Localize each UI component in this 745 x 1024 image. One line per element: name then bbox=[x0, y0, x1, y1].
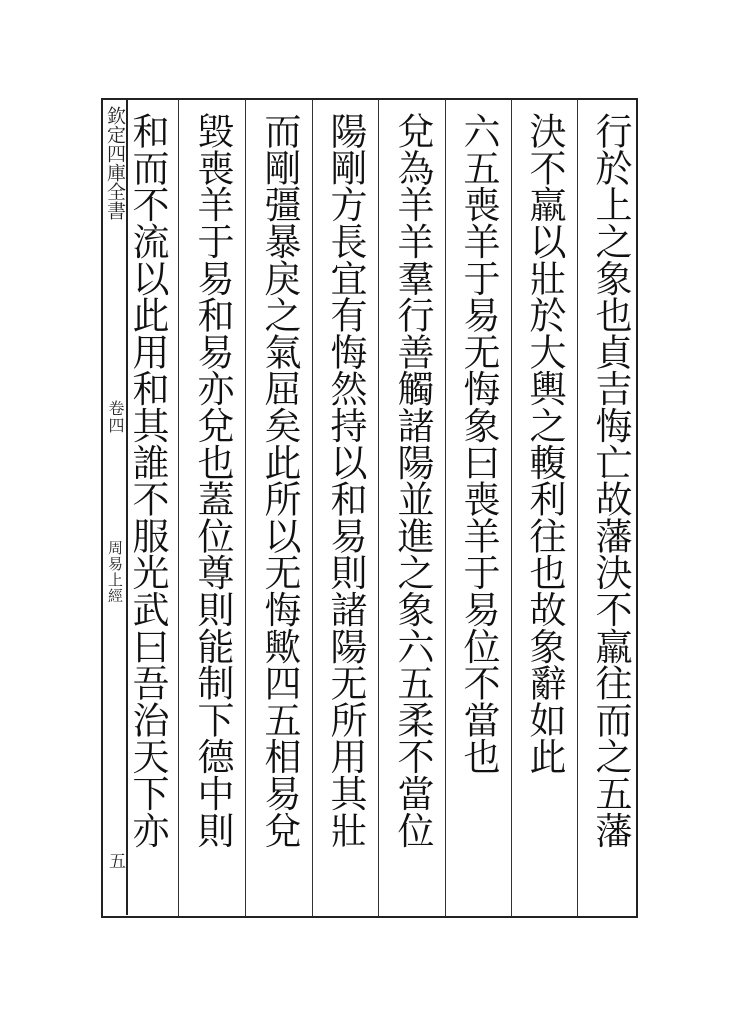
column-rule bbox=[378, 100, 379, 916]
text-column-1: 行於上之象也貞吉悔亡故藩決不羸往而之五藩 bbox=[589, 112, 632, 849]
book-title: 欽定四庫全書 bbox=[104, 106, 126, 220]
text-column-6: 而剛彊暴戾之氣屈矣此所以无悔歟四五相易兌 bbox=[258, 112, 301, 849]
text-column-8: 和而不流以此用和其誰不服光武曰吾治天下亦 bbox=[126, 112, 169, 849]
column-rule bbox=[312, 100, 313, 916]
column-rule bbox=[445, 100, 446, 916]
text-column-7: 毀喪羊于易和易亦兌也蓋位尊則能制下德中則 bbox=[191, 112, 234, 849]
margin-column bbox=[104, 100, 128, 915]
column-rule bbox=[178, 100, 179, 916]
section-label: 周易上經 bbox=[106, 540, 124, 604]
column-rule bbox=[577, 100, 578, 916]
text-column-3: 六五喪羊于易无悔象曰喪羊于易位不當也 bbox=[457, 112, 500, 775]
text-column-4: 兌為羊羊羣行善觸諸陽並進之象六五柔不當位 bbox=[391, 112, 434, 849]
page-number: 五 bbox=[105, 852, 125, 870]
column-rule bbox=[511, 100, 512, 916]
volume-label: 卷四 bbox=[106, 400, 125, 434]
text-column-5: 陽剛方長宜有悔然持以和易則諸陽无所用其壯 bbox=[324, 112, 367, 849]
column-rule bbox=[245, 100, 246, 916]
text-column-2: 決不羸以壯於大輿之輹利往也故象辭如此 bbox=[523, 112, 566, 775]
